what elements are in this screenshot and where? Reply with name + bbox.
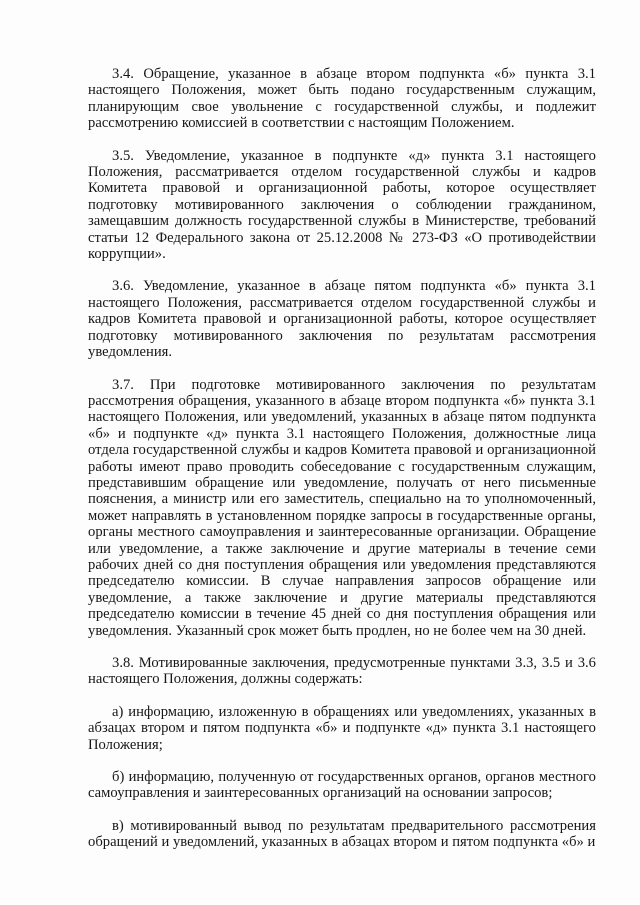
paragraph-3-5: 3.5. Уведомление, указанное в подпункте «д» пункта 3.1 настоящего Положения, рассматривается отделом государственной службы и кадров Комитета правовой и организационной работы, которое осуществляет подготовку мотивированного заключения о соблюдении гражданином, замещавшим должность государственной службы в Министерстве, требований статьи 12 Федерального закона от 25.12.2008 № 273-ФЗ «О противодействии коррупции». xyxy=(88,147,596,263)
list-item-a: а) информацию, изложенную в обращениях или уведомлениях, указанных в абзацах втором и пятом подпункта «б» и подпункте «д» пункта 3.1 настоящего Положения; xyxy=(88,703,596,753)
paragraph-3-7: 3.7. При подготовке мотивированного заключения по результатам рассмотрения обращения, указанного в абзаце втором подпункта «б» пункта 3.1 настоящего Положения, или уведомлений, указанных в абзаце пятом подпункта «б» и подпункте «д» пункта 3.1 настоящего Положения, должностные лица отдела государственной службы и кадров Комитета правовой и организационной работы имеют право проводить собеседование с государственным служащим, представившим обращение или уведомление, получать от него письменные пояснения, а министр или его заместитель, специально на то уполномоченный, может направлять в установленном порядке запросы в государственные органы, органы местного самоуправления и заинтересованные организации. Обращение или уведомление, а также заключение и другие материалы в течение семи рабочих дней со дня поступления обращения или уведомления представляются председателю комиссии. В случае направления запросов обращение или уведомление, а также заключение и другие материалы представляются председателю комиссии в течение 45 дней со дня поступления обращения или уведомления. Указанный срок может быть продлен, но не более чем на 30 дней. xyxy=(88,376,596,639)
paragraph-3-6: 3.6. Уведомление, указанное в абзаце пятом подпункта «б» пункта 3.1 настоящего Положения, рассматривается отделом государственной службы и кадров Комитета правовой и организационной работы, которое осуществляет подготовку мотивированного заключения по результатам рассмотрения уведомления. xyxy=(88,278,596,361)
paragraph-3-4: 3.4. Обращение, указанное в абзаце втором подпункта «б» пункта 3.1 настоящего Положения, может быть подано государственным служащим, планирующим свое увольнение с государственной службы, и подлежит рассмотрению комиссией в соответствии с настоящим Положением. xyxy=(88,66,596,132)
document-body xyxy=(88,66,596,867)
list-item-b: б) информацию, полученную от государственных органов, органов местного самоуправления и заинтересованных организаций на основании запросов; xyxy=(88,769,596,802)
paragraph-3-8: 3.8. Мотивированные заключения, предусмотренные пунктами 3.3, 3.5 и 3.6 настоящего Положения, должны содержать: xyxy=(88,655,596,688)
list-item-v: в) мотивированный вывод по результатам предварительного рассмотрения обращений и уведомлений, указанных в абзацах втором и пятом подпункта «б» и xyxy=(88,817,596,851)
